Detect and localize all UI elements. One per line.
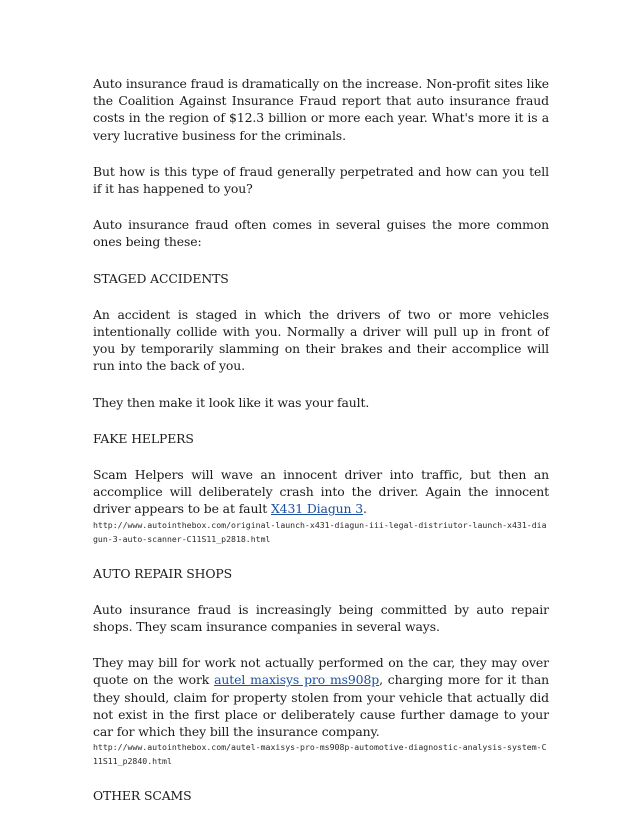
paragraph-billing <box>93 654 549 740</box>
paragraph-staged-description: An accident is staged in which the drivers of two or more vehicles intentionally collide with you. Normally a driver will pull up in front of you by temporarily slamming on their brakes and their accomplice will run into the back of you. <box>93 306 549 374</box>
paragraph-fake-helpers-text: Scam Helpers will wave an innocent driver into traffic, but then an accomplice will deliberately crash into the driver. Again the innocent driver appears to be at fault <box>93 467 549 517</box>
paragraph-billing-end: , charging more for it than they should, claim for property stolen from your vehicle that actually did not exist in the first place or deliberately cause further damage to your car for which they bill the insurance company. <box>93 672 549 740</box>
link-autel-maxisys[interactable]: autel maxisys pro ms908p <box>214 672 380 688</box>
heading-staged-accidents: STAGED ACCIDENTS <box>93 270 229 286</box>
paragraph-fake-helpers <box>93 466 549 518</box>
document-body <box>93 75 549 823</box>
paragraph-your-fault: They then make it look like it was your fault. <box>93 394 370 410</box>
paragraph-billing-start: They may bill for work not actually performed on the car, they may over quote on the work <box>93 655 549 688</box>
paragraph-question: But how is this type of fraud generally perpetrated and how can you tell if it has happened to you? <box>93 163 549 197</box>
paragraph-guises: Auto insurance fraud often comes in several guises the more common ones being these: <box>93 217 549 250</box>
link-x431-diagun-3[interactable]: X431 Diagun 3 <box>270 501 364 517</box>
heading-fake-helpers: FAKE HELPERS <box>93 430 194 446</box>
heading-auto-repair-shops: AUTO REPAIR SHOPS <box>93 565 233 581</box>
url-x431-diagun[interactable]: http://www.autointhebox.com/original-launch-x431-diagun-iii-legal-distriutor-launch-x431-diagun-3-auto-scanner-C11S11_p2818.html <box>93 519 547 544</box>
paragraph-intro: Auto insurance fraud is dramatically on the increase. Non-profit sites like the Coalition Against Insurance Fraud report that auto insurance fraud costs in the region of $12.3 billion or more each year. What's more it is a very lucrative business for the criminals. <box>93 76 549 143</box>
heading-other-scams: OTHER SCAMS <box>93 788 192 804</box>
url-autel-maxisys[interactable]: http://www.autointhebox.com/autel-maxisys-pro-ms908p-automotive-diagnostic-analysis-system-C11S11_p2840.html <box>93 742 547 767</box>
paragraph-fake-helpers-end: . <box>363 501 367 517</box>
paragraph-repair-shops: Auto insurance fraud is increasingly being committed by auto repair shops. They scam insurance companies in several ways. <box>93 601 549 635</box>
